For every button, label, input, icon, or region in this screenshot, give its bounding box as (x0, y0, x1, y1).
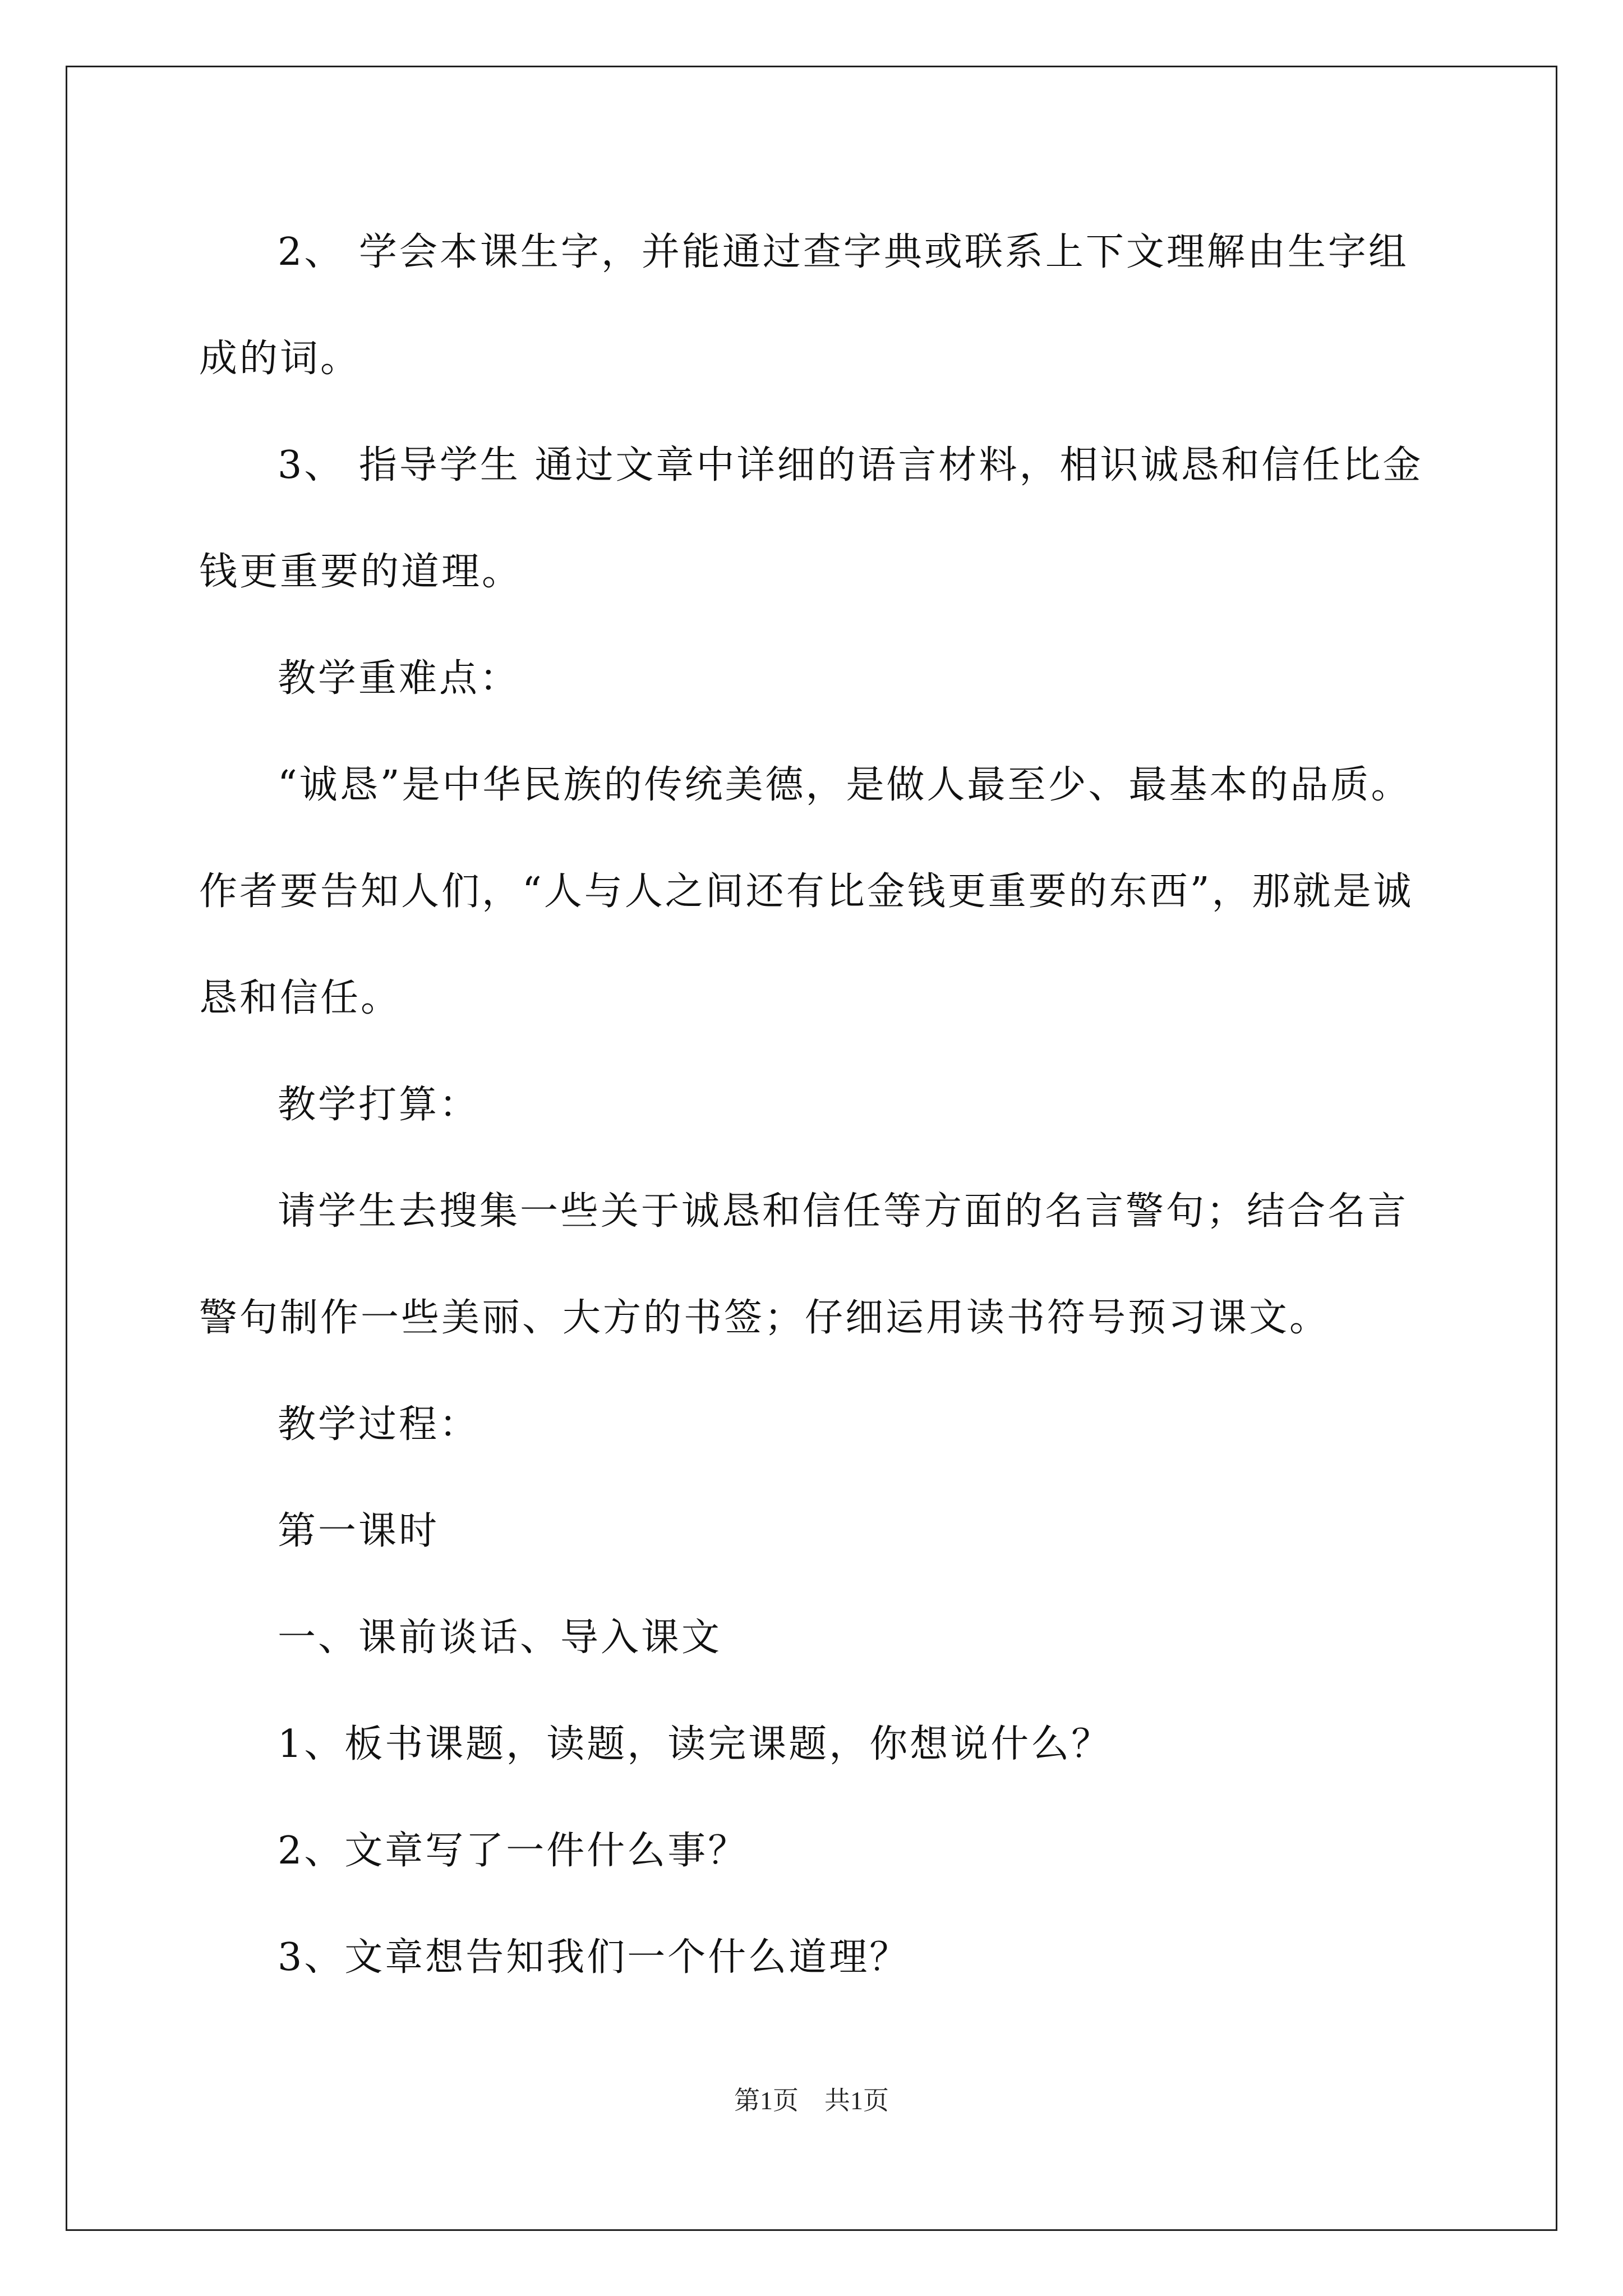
text-line: 2、文章写了一件什么事？ (278, 1829, 749, 1873)
text-line: 一、课前谈话、导入课文 (278, 1616, 722, 1660)
text-line: 3、 指导学生 通过文章中详细的语言材料，相识诚恳和信任比金 (278, 443, 1423, 487)
text-line: 钱更重要的道理。 (199, 550, 523, 594)
text-line: 警句制作一些美丽、大方的书签；仔细运用读书符号预习课文。 (199, 1296, 1330, 1340)
text-line: 请学生去搜集一些关于诚恳和信任等方面的名言警句；结合名言 (278, 1189, 1409, 1234)
text-line: 2、 学会本课生字，并能通过查字典或联系上下文理解由生字组 (278, 230, 1409, 274)
text-line: 1、板书课题，读题，读完课题，你想说什么？ (278, 1722, 1112, 1766)
text-line: 恳和信任。 (199, 976, 402, 1020)
section-heading: 教学打算： (278, 1083, 480, 1127)
text-line: 作者要告知人们，“人与人之间还有比金钱更重要的东西”，那就是诚 (199, 869, 1414, 914)
section-heading: 教学过程： (278, 1402, 480, 1447)
text-line: 第一课时 (278, 1509, 440, 1553)
page-border (66, 66, 1557, 2231)
page-number-footer: 第1页 共1页 (734, 2086, 889, 2115)
text-line: “诚恳”是中华民族的传统美德，是做人最至少、最基本的品质。 (278, 763, 1412, 807)
text-line: 成的词。 (199, 337, 361, 381)
section-heading: 教学重难点： (278, 656, 520, 701)
text-line: 3、文章想告知我们一个什么道理？ (278, 1935, 910, 1980)
